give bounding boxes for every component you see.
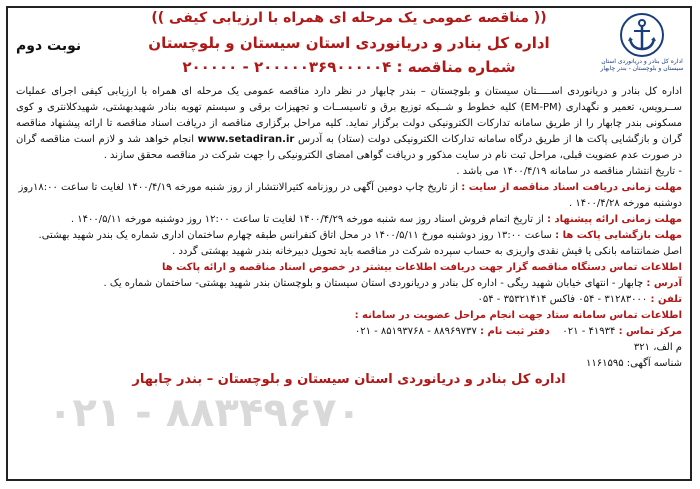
notice-header: [8, 8, 690, 84]
office-text: ۸۸۹۶۹۷۳۷ - ۸۵۱۹۳۷۶۸ - ۰۲۱: [354, 326, 477, 337]
phone-watermark: ۰۲۱ - ۸۸۳۴۹۶۷۰: [48, 390, 362, 436]
center-text: ۴۱۹۳۴ - ۰۲۱: [562, 326, 616, 337]
phone-label: تلفن :: [650, 294, 682, 305]
logo-caption: اداره کل بنادر و دریانوردی استان: [601, 58, 683, 65]
phone-text: ۳۱۲۸۳۰۰۰ - ۰۵۴ فاکس ۳۵۳۲۱۴۱۴ - ۰۵۴: [477, 294, 648, 305]
office-label: دفتر ثبت نام :: [480, 326, 550, 337]
guarantee-note: اصل ضمانتنامه بانکی یا فیش نقدی واریزی به حساب سپرده شرکت در مناقصه باید تحویل دبیرخانه بندر شهید بهشتی گردد .: [172, 246, 682, 257]
address-label: آدرس :: [646, 278, 682, 289]
section-text: از تاریخ اتمام فروش اسناد روز سه شنبه مورخه ۱۴۰۰/۴/۲۹ لغایت تا ساعت ۱۲:۰۰ روز دوشنبه مورخه ۱۴۰۰/۵/۱۱ .: [70, 214, 544, 225]
setad-heading: اطلاعات تماس سامانه ستاد جهت انجام مراحل عضویت در سامانه :: [354, 310, 682, 321]
section-label: مهلت زمانی دریافت اسناد مناقصه از سایت :: [461, 182, 682, 193]
setad-contacts: [16, 324, 682, 340]
logo-caption: سیستان و بلوچستان - بندر چابهار: [600, 65, 684, 72]
intro-paragraph: [16, 84, 682, 164]
contact-heading: اطلاعات تماس دستگاه مناقصه گزار جهت دریافت اطلاعات بیشتر در خصوص اسناد مناقصه و ارائه پاکت ها: [162, 262, 682, 273]
ad-id: شناسه آگهی: ۱۱۶۱۵۹۵: [585, 358, 682, 369]
section-text: ساعت ۱۳:۰۰ روز دوشنبه مورخ ۱۴۰۰/۵/۱۱ در محل اتاق کنفرانس طبقه چهارم ساختمان اداری شماره یک بندر شهید بهشتی.: [38, 230, 552, 241]
section-label: مهلت زمانی ارائه پیشنهاد :: [547, 214, 682, 225]
signature: اداره کل بنادر و دریانوردی استان سیستان و بلوچستان – بندر چابهار: [132, 372, 566, 387]
center-label: مرکز تماس :: [618, 326, 682, 337]
intro-tail: انجام خواهد شد و لازم است مناقصه گران در صورت عدم عضویت قبلی، مراحل ثبت نام در سایت مذکور و دریافت گواهی امضای الکترونیکی را جهت شرکت در مناقصه محقق سازند .: [16, 134, 682, 161]
address-row: [16, 276, 682, 292]
deadline-opening: [16, 228, 682, 244]
reference-number: م الف، ۳۲۱: [633, 342, 682, 353]
publish-date: - تاریخ انتشار مناقصه در سامانه ۱۴۰۰/۴/۱۹ می باشد .: [456, 166, 682, 177]
section-label: مهلت بازگشایی پاکت ها :: [555, 230, 682, 241]
deadline-documents: [16, 180, 682, 212]
notice-title: (( مناقصه عمومی یک مرحله ای همراه با ارزیابی کیفی )): [151, 10, 547, 26]
round-label: نوبت دوم: [16, 38, 82, 54]
organization-name: اداره کل بنادر و دریانوردی استان سیستان و بلوچستان: [148, 34, 550, 52]
notice-body: [8, 84, 690, 388]
section-text: از تاریخ چاپ دومین آگهی در روزنامه کثیرالانتشار از روز شنبه مورخه ۱۴۰۰/۴/۱۹ لغایت تا ساعت ۱۸:۰۰روز دوشنبه مورخه ۱۴۰۰/۴/۲۸ .: [18, 182, 682, 209]
tender-number: شماره مناقصه : ۲۰۰۰۰۰۳۶۹۰۰۰۰۰۴ - ۲۰۰۰۰۰: [182, 58, 516, 76]
intro-text: اداره کل بنادر و دریانوردی اســـــتان سیستان و بلوچستان – بندر چابهار در نظر دارد مناقصه عمومی یک مرحله ای همراه با ارزیابی کیفی اجرای عملیات ســرویس، تعمیر و نگهداری (EM-PM) کلیه خطوط و شــبکه توزیع برق و تاسیســات و تجهیزات برقی و سیستم تهویه بنادر شهیدبهشتی، شهیدکلانتری و کوی مسکونی بندر چابهار را از طریق سامانه تدارکات الکترونیکی دولت برگزار نماید. کلیه مراحل برگزاری مناقصه از دریافت اسناد مناقصه تا ارائه پیشنهاد مناقصه گران و بازگشایی پاکت ها از طریق درگاه سامانه تدارکات الکترونیکی دولت (ستاد) به آدرس: [16, 86, 683, 145]
phone-row: [16, 292, 682, 308]
tender-notice: [6, 6, 692, 481]
address-text: چابهار - انتهای خیابان شهید ریگی - اداره کل بنادر و دریانوردی استان سیستان و بلوچستان بندر شهید بهشتی- ساختمان شماره یک .: [103, 278, 644, 289]
deadline-proposal: [16, 212, 682, 228]
website-link[interactable]: www.setadiran.ir: [197, 134, 295, 145]
